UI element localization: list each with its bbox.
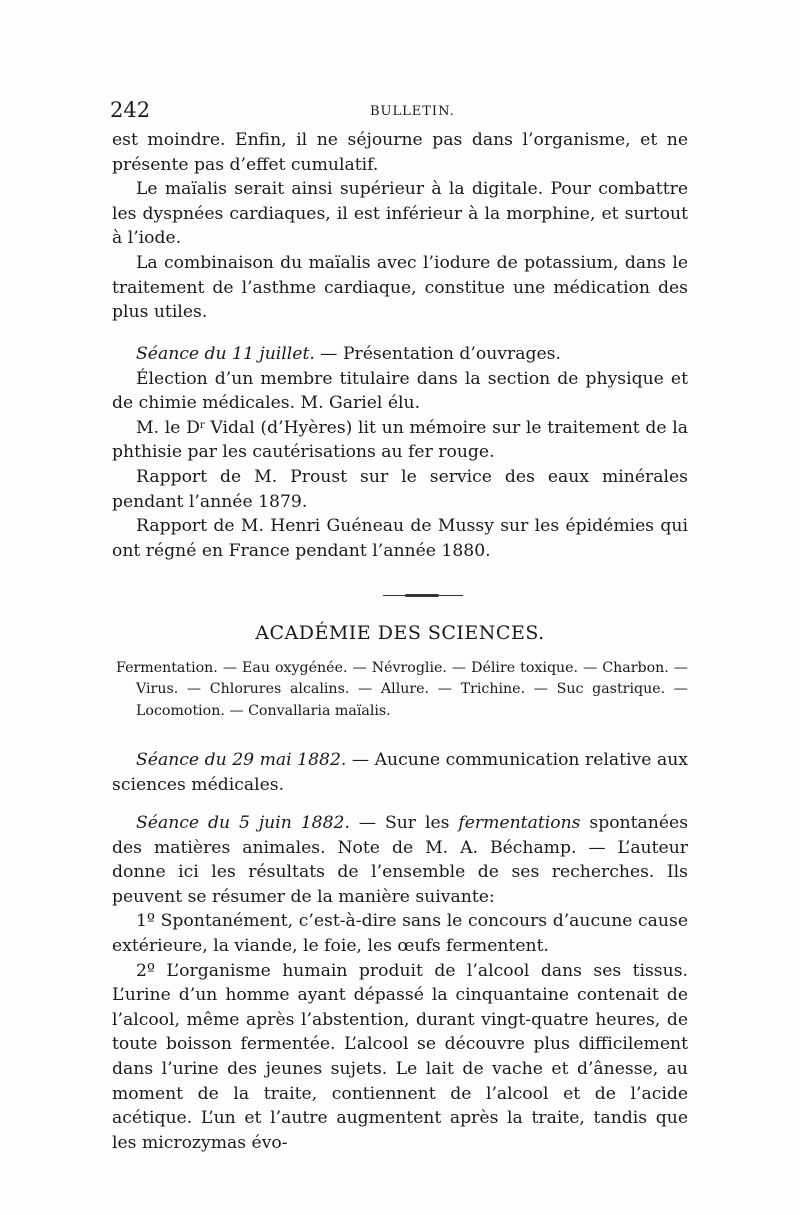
paragraph: Élection d’un membre titulaire dans la section de physique et de chimie médicales. M. Gariel élu. — [112, 368, 688, 414]
seance-11-juillet — [112, 342, 688, 563]
section-divider — [383, 594, 463, 598]
seance-5-juin — [112, 811, 688, 1155]
seance-label: Séance du 29 mai 1882. — [136, 750, 347, 770]
paragraph — [112, 811, 688, 909]
paragraph: Le maïalis serait ainsi supérieur à la digitale. Pour combattre les dyspnées cardiaques, il est inférieur à la morphine, et surtout à l’iode. — [112, 179, 688, 249]
emphasis: fermentations — [458, 813, 581, 833]
seance-text: — Présentation d’ouvrages. — [314, 344, 561, 364]
seance-label: Séance du 5 juin 1882. — [136, 813, 350, 833]
text-run: spontanées des matières animales. Note de M. A. Béchamp. — L’auteur donne ici les résultats de l’ensemble de ses recherches. Ils peuvent se résumer de la manière suivante: — [112, 813, 689, 907]
paragraph: La combinaison du maïalis avec l’iodure de potassium, dans le traitement de l’asthme cardiaque, constitue une médication des plus utiles. — [112, 252, 688, 323]
paragraph — [112, 748, 688, 797]
paragraph — [112, 342, 688, 367]
seance-text: — Aucune communication relative aux sciences médicales. — [112, 750, 688, 795]
text-run: — Sur les — [349, 813, 459, 833]
continuation-text — [112, 128, 688, 325]
section-title: ACADÉMIE DES SCIENCES. — [255, 622, 545, 644]
superscript: r — [199, 419, 205, 431]
running-title: BULLETIN. — [370, 104, 455, 119]
summary-text: Fermentation. — Eau oxygénée. — Névroglie. — Délire toxique. — Charbon. — Virus. — Chlorures alcalins. — Allure. — Trichine. — Suc gastrique. — Locomotion. — Convallaria maïalis. — [116, 660, 688, 719]
seance-label: Séance du 11 juillet. — [136, 344, 315, 364]
paragraph: 2º L’organisme humain produit de l’alcool dans ses tissus. L’urine d’un homme ayant dépassé la cinquantaine contenait de l’alcool, même après l’abstention, durant vingt-quatre heures, de toute boisson fermentée. L’alcool se découvre plus difficilement dans l’urine des jeunes sujets. Le lait de vache et d’ânesse, au moment de la traite, contiennent de l’alcool et de l’acide acétique. L’un et l’autre augmentent après la traite, tandis que les microzymas évo- — [112, 960, 688, 1153]
page-number: 242 — [110, 98, 151, 122]
seance-29-mai — [112, 748, 688, 797]
paragraph: 1º Spontanément, c’est-à-dire sans le concours d’aucune cause extérieure, la viande, le foie, les œufs fermentent. — [112, 911, 688, 956]
text-run: M. le D — [136, 417, 200, 438]
paragraph — [112, 416, 688, 465]
page-header — [110, 98, 690, 128]
paragraph: Rapport de M. Henri Guéneau de Mussy sur les épidémies qui ont régné en France pendant l’année 1880. — [112, 516, 688, 561]
paragraph: Rapport de M. Proust sur le service des eaux minérales pendant l’année 1879. — [112, 466, 688, 512]
paragraph: est moindre. Enfin, il ne séjourne pas dans l’organisme, et ne présente pas d’effet cumulatif. — [112, 130, 688, 175]
divider-ornament — [405, 594, 439, 597]
section-summary — [116, 658, 688, 722]
text-run: Vidal (d’Hyères) lit un mémoire sur le traitement de la phthisie par les cautérisations au fer rouge. — [112, 417, 688, 463]
